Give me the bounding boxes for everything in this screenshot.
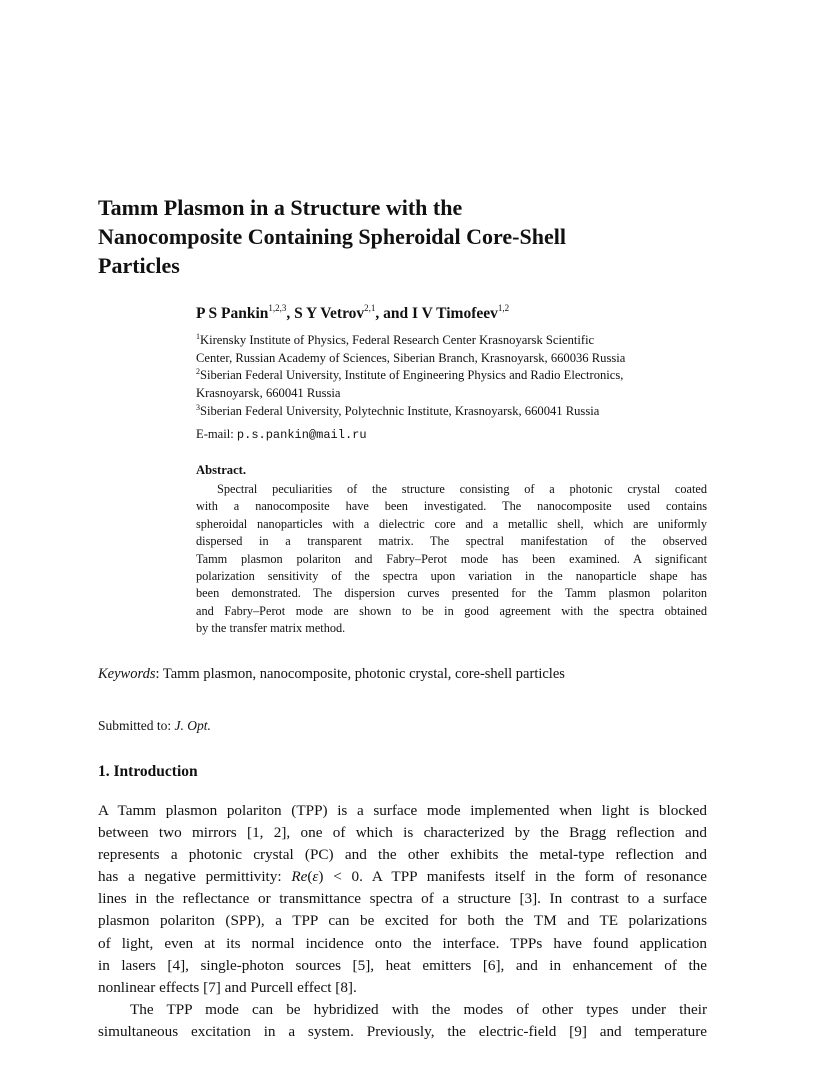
- body-line: between two mirrors [1, 2], one of which is characterized by the Bragg reflection and: [98, 824, 707, 842]
- body-line: [98, 866, 707, 888]
- abstract-line: dispersed in a transparent matrix. The spectral manifestation of the observed: [196, 534, 707, 549]
- affiliation-text: Siberian Federal University, Institute of Engineering Physics and Radio Electronics,: [200, 368, 624, 382]
- keywords: [98, 666, 565, 683]
- submitted-label: Submitted to:: [98, 718, 175, 733]
- keywords-label: Keywords: [98, 666, 156, 682]
- body-line: A Tamm plasmon polariton (TPP) is a surface mode implemented when light is blocked: [98, 802, 707, 819]
- abstract-line: Tamm plasmon polariton and Fabry–Perot mode has been examined. A significant: [196, 551, 707, 566]
- affiliation-marker: 3: [196, 403, 200, 412]
- abstract-line: by the transfer matrix method.: [196, 621, 346, 636]
- body-line: lines in the reflectance or transmittance spectra of a structure [3]. In contrast to a surface: [98, 890, 707, 908]
- title-line: Nanocomposite Containing Spheroidal Core-Shell: [98, 224, 566, 249]
- body-line: nonlinear effects [7] and Purcell effect [8].: [98, 978, 357, 996]
- abstract-body: [196, 481, 707, 638]
- math-re: Re: [291, 868, 308, 886]
- abstract-line: Spectral peculiarities of the structure consisting of a photonic crystal coated: [217, 482, 707, 496]
- affiliation-2: [196, 363, 716, 402]
- affiliation-text: Krasnoyarsk, 660041 Russia: [196, 385, 341, 400]
- author-affiliation-marker: 1,2,3: [268, 303, 287, 313]
- affiliation-1: [196, 328, 716, 367]
- affiliation-marker: 2: [196, 367, 200, 376]
- affiliation-text: Center, Russian Academy of Sciences, Siberian Branch, Krasnoyarsk, 660036 Russia: [196, 350, 626, 365]
- abstract-line: spheroidal nanoparticles with a dielectric core and a metallic shell, which are uniformly: [196, 516, 707, 531]
- abstract-line: polarization sensitivity of the spectra upon variation in the nanoparticle shape has: [196, 569, 707, 584]
- body-line: plasmon polariton (SPP), a TPP can be excited for both the TM and TE polarizations: [98, 912, 707, 930]
- journal-name: J. Opt.: [174, 718, 211, 733]
- author-name: P S Pankin: [196, 305, 269, 322]
- body-line: simultaneous excitation in a system. Previously, the electric-field [9] and temperature: [98, 1022, 707, 1040]
- author-affiliation-marker: 2,1: [364, 303, 376, 313]
- body-text: has a negative permittivity:: [98, 868, 292, 886]
- title-line: Particles: [98, 253, 180, 278]
- author-affiliation-marker: 1,2: [497, 303, 510, 313]
- affiliation-text: Kirensky Institute of Physics, Federal Research Center Krasnoyarsk Scientific: [200, 333, 595, 347]
- abstract-line: been demonstrated. The dispersion curves presented for the Tamm plasmon polariton: [196, 586, 707, 601]
- submitted-to: [98, 718, 211, 734]
- abstract-line: and Fabry–Perot mode are shown to be in good agreement with the spectra obtained: [196, 603, 707, 618]
- keywords-text: : Tamm plasmon, nanocomposite, photonic crystal, core-shell particles: [155, 666, 565, 682]
- affiliation-3: [196, 399, 716, 421]
- section-heading: 1. Introduction: [98, 763, 198, 780]
- affiliation-text: Siberian Federal University, Polytechnic Institute, Krasnoyarsk, 660041 Russia: [200, 404, 600, 418]
- body-line: of light, even at its normal incidence onto the interface. TPPs have found application: [98, 934, 707, 952]
- contact-email: [196, 427, 367, 442]
- author-list: [196, 303, 509, 323]
- math-paren: (: [307, 868, 313, 886]
- abstract-line: with a nanocomposite have been investigated. The nanocomposite used contains: [196, 499, 707, 514]
- body-text: . A TPP manifests itself in the form of resonance: [359, 868, 708, 886]
- paper-title: [98, 193, 738, 280]
- introduction-body: [98, 800, 707, 1043]
- email-address[interactable]: p.s.pankin@mail.ru: [236, 428, 367, 442]
- math-inequality: ) < 0: [318, 868, 360, 886]
- body-line: represents a photonic crystal (PC) and the other exhibits the metal-type reflection and: [98, 846, 707, 864]
- author-name: I V Timofeev: [412, 305, 498, 322]
- author-separator: , and: [375, 305, 413, 322]
- math-epsilon: ε: [312, 868, 319, 886]
- abstract-heading: Abstract.: [196, 463, 247, 477]
- author-separator: ,: [286, 305, 295, 322]
- author-name: S Y Vetrov: [294, 305, 365, 322]
- body-line: The TPP mode can be hybridized with the modes of other types under their: [130, 1000, 707, 1018]
- affiliation-marker: 1: [196, 332, 200, 341]
- body-line: in lasers [4], single-photon sources [5], heat emitters [6], and in enhancement of the: [98, 956, 707, 974]
- email-label: E-mail:: [196, 427, 237, 441]
- title-line: Tamm Plasmon in a Structure with the: [98, 195, 463, 220]
